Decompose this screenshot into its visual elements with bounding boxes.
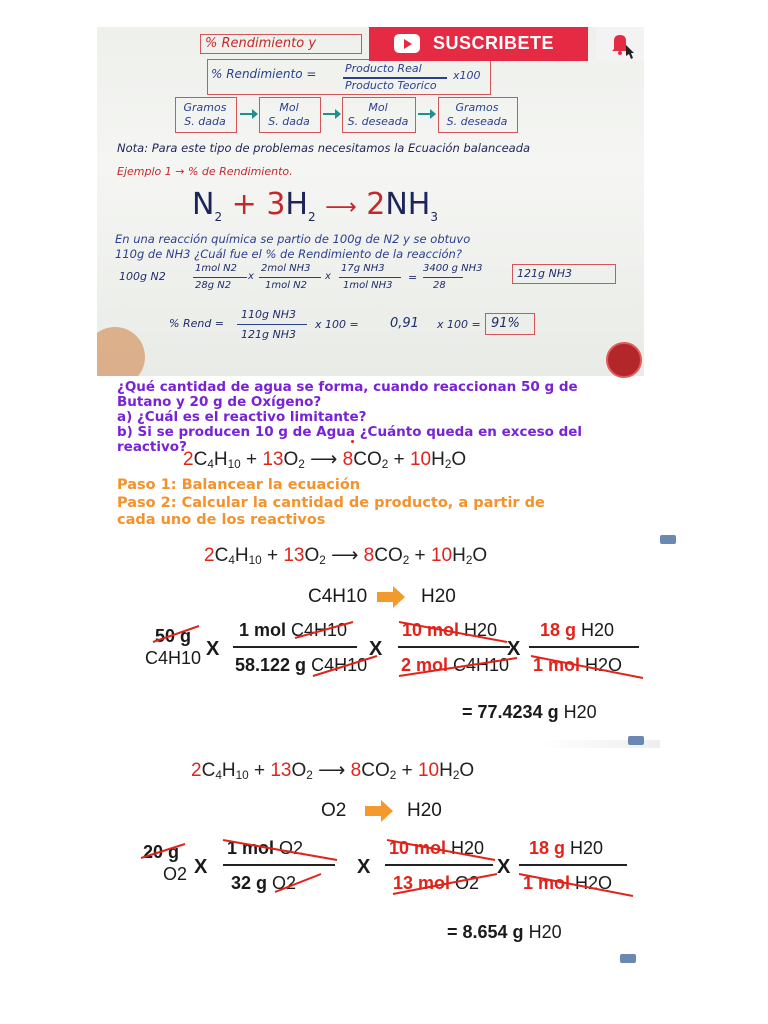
wb-calc-bar-4 (423, 277, 463, 278)
wb-reaction: $N_2 + 3H_2$ ⟶ $2NH_3$ (192, 187, 438, 224)
wb-calc-result: 121g NH3 (517, 267, 572, 280)
balanced-equation-slide-1: $2C_4H_{10} + 13O_2$ ⟶ $8CO_2 + 10H_2O$ (204, 545, 488, 567)
question-b1: b) Si se producen 10 g de Agua ¿Cuánto queda en exceso del (117, 424, 583, 440)
slide-1-f3-den: 1 mol H2O (533, 655, 623, 675)
wb-problem-line1: En una reacción química se partio de 100g de N2 y se obtuvo (115, 232, 471, 246)
question-line1: ¿Qué cantidad de agua se forma, cuando reaccionan 50 g de (117, 379, 578, 395)
slide-2-f1-num: 1 mol O2 (227, 838, 304, 858)
whiteboard-image (97, 27, 644, 376)
slide-1-to: H20 (421, 586, 456, 607)
wb-calc-f2n: 1mol N2 (195, 263, 238, 274)
slide-2-f2-num: 10 mol H20 (389, 838, 485, 858)
slide-2-result: = 8.654 g H20 (447, 922, 562, 942)
slide-1-x3: X (507, 638, 521, 660)
slide-1-given: 50 g (155, 626, 192, 646)
slide-2-f3-den: 1 mol H2O (523, 873, 613, 893)
flow-arrowhead-1 (252, 109, 258, 119)
formula-factor: x100 (453, 69, 481, 82)
wb-note: Nota: Para este tipo de problemas necesitamos la Ecuación balanceada (117, 141, 531, 155)
slide-2-f1-den: 32 g O2 (231, 873, 297, 893)
wb-calc-f2d: 28g N2 (195, 280, 232, 291)
wb-rend-x2: x 100 = (437, 318, 481, 331)
slide-1-x1: X (206, 638, 220, 660)
slide-1-top-stamp (660, 535, 676, 544)
subscribe-banner[interactable] (369, 27, 588, 61)
flow-arrow-2 (323, 113, 335, 115)
flow-box-1-l1: Gramos (183, 101, 227, 114)
wb-rend-result: 91% (491, 316, 520, 331)
wb-calc-resd: 28 (433, 280, 446, 291)
wb-calc-f3d: 1mol N2 (265, 280, 308, 291)
slide-1-f1-num: 1 mol C4H10 (239, 620, 348, 640)
wb-calc-eq: = (408, 271, 418, 284)
wb-calc-bar-2 (259, 277, 321, 278)
slide-1-f1-den: 58.122 g C4H10 (235, 655, 368, 675)
slide-1-f2-den: 2 mol C4H10 (401, 655, 510, 675)
slide-2-cancel-strikes (115, 748, 650, 966)
wb-rend-label: % Rend = (169, 317, 225, 330)
flow-box-1-l2: S. dada (184, 115, 226, 128)
slide-2-x3: X (497, 856, 511, 878)
slide-2-from: O2 (321, 800, 347, 821)
step-2-line1: Paso 2: Calcular la cantidad de producto, a partir de (117, 495, 545, 511)
wb-calc-x-1: x (248, 271, 254, 282)
question-b2: reactivo? (117, 439, 187, 455)
flow-arrowhead-3 (430, 109, 436, 119)
step-1: Paso 1: Balancear la ecuación (117, 477, 361, 493)
flow-box-2-l2: S. dada (268, 115, 310, 128)
slide-1-result: = 77.4234 g H20 (462, 702, 597, 722)
question-a: a) ¿Cuál es el reactivo limitante? (117, 409, 367, 425)
wb-calc-x-2: x (325, 271, 331, 282)
subscribe-label: SUSCRIBETE (433, 33, 555, 53)
wb-calc-bar-3 (339, 277, 401, 278)
slide-2-x2: X (357, 856, 371, 878)
wb-rend-num: 110g NH3 (241, 308, 296, 321)
flow-box-3-l2: S. deseada (347, 115, 409, 128)
slide-1-given-species: C4H10 (145, 648, 202, 668)
wb-problem-line2: 110g de NH3 ¿Cuál fue el % de Rendimiento de la reacción? (115, 247, 462, 261)
slide-2-f3-num: 18 g H20 (529, 838, 604, 858)
flow-box-2-l1: Mol (279, 101, 299, 114)
wb-calc-f3n: 2mol NH3 (261, 263, 311, 274)
youtube-play-icon (394, 34, 420, 53)
wb-rend-value: 0,91 (390, 316, 419, 331)
wb-rend-x: x 100 = (315, 318, 359, 331)
question-line2: Butano y 20 g de Oxígeno? (117, 394, 322, 410)
step-2-line2: cada uno de los reactivos (117, 512, 326, 528)
slide-1-from: C4H10 (308, 586, 368, 607)
balanced-equation-slide-2: $2C_4H_{10} + 13O_2$ ⟶ $8CO_2 + 10H_2O$ (191, 760, 475, 782)
channel-logo (606, 342, 642, 378)
slide-butane (115, 530, 660, 748)
flow-arrow-3 (418, 113, 430, 115)
flow-arrowhead-2 (335, 109, 341, 119)
wb-example: Ejemplo 1 → % de Rendimiento. (117, 165, 293, 178)
slide-1-f2-num: 10 mol H20 (402, 620, 498, 640)
flow-arrow-1 (240, 113, 252, 115)
formula-denominator: Producto Teorico (345, 79, 437, 92)
wb-calc-bar-1 (193, 277, 247, 278)
formula-numerator: Producto Real (345, 62, 422, 75)
balanced-equation-top: $2C_4H_{10} + 13O_2$ ⟶ $8CO_2 + 10H_2O$ (183, 449, 467, 471)
wb-calc-resn: 3400 g NH3 (423, 263, 483, 274)
slide-2-given-species: O2 (163, 864, 188, 884)
slide-2-x1: X (194, 856, 208, 878)
flow-box-3-l1: Mol (368, 101, 388, 114)
flow-box-4-l1: Gramos (455, 101, 499, 114)
wb-calc-f1: 100g N2 (119, 270, 166, 283)
wb-calc-f4d: 1mol NH3 (343, 280, 393, 291)
wb-rend-den: 121g NH3 (241, 328, 296, 341)
slide-2-to: H20 (407, 800, 442, 821)
slide-1-f3-num: 18 g H20 (540, 620, 615, 640)
slide-1-x2: X (369, 638, 383, 660)
notification-bell-icon[interactable] (596, 27, 644, 61)
formula-left: % Rendimiento = (211, 67, 317, 81)
wb-title: % Rendimiento y (205, 36, 317, 51)
flow-box-4-l2: S. deseada (446, 115, 508, 128)
slide-2-f2-den: 13 mol O2 (393, 873, 480, 893)
presenter-hand (97, 327, 145, 376)
slide-2-given: 20 g (143, 842, 180, 862)
red-dot (351, 440, 354, 443)
wb-calc-f4n: 17g NH3 (341, 263, 385, 274)
wb-rend-bar (237, 324, 307, 325)
slide-oxygen (115, 748, 650, 966)
